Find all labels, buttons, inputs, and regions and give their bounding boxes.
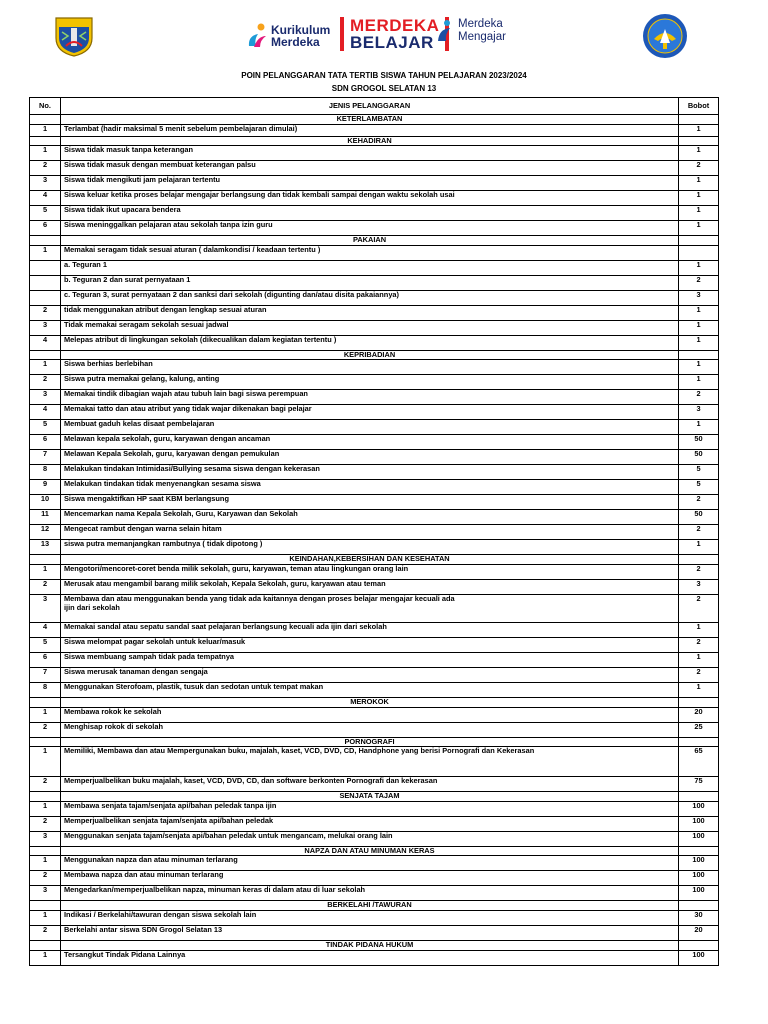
merdeka-text-2: Merdeka [458, 18, 503, 30]
violation-points: 20 [679, 925, 719, 940]
violation-points: 2 [679, 667, 719, 682]
section-title: MEROKOK [61, 697, 679, 707]
table-row [30, 206, 719, 221]
table-row [30, 480, 719, 495]
col-header-bobot: Bobot [679, 98, 719, 115]
section-title: KEPRIBADIAN [61, 350, 679, 360]
table-row [30, 420, 719, 435]
merdeka-text: Merdeka [271, 35, 320, 49]
jaya-raya-crest-icon [52, 14, 96, 58]
col-header-no: No. [30, 98, 61, 115]
table-row [30, 722, 719, 737]
violation-description: Berkelahi antar siswa SDN Grogol Selatan 13 [61, 925, 679, 940]
violation-description: Siswa membuang sampah tidak pada tempatnya [61, 652, 679, 667]
table-row [30, 360, 719, 375]
violation-points: 20 [679, 707, 719, 722]
section-title: PORNOGRAFI [61, 737, 679, 747]
row-number: 9 [30, 480, 61, 495]
violation-description: Siswa tidak masuk dengan membuat keterangan palsu [61, 161, 679, 176]
violation-points: 1 [679, 191, 719, 206]
violation-points: 1 [679, 146, 719, 161]
table-row [30, 465, 719, 480]
table-row [30, 540, 719, 555]
row-number: 2 [30, 375, 61, 390]
row-number: 1 [30, 801, 61, 816]
table-row [30, 910, 719, 925]
violation-description: Tersangkut Tindak Pidana Lainnya [61, 950, 679, 965]
row-number: 6 [30, 221, 61, 236]
violation-points: 75 [679, 777, 719, 792]
row-number: 2 [30, 925, 61, 940]
row-number: 10 [30, 495, 61, 510]
violation-description: tidak menggunakan atribut dengan lengkap sesuai aturan [61, 305, 679, 320]
violation-description: Membawa rokok ke sekolah [61, 707, 679, 722]
table-header-row [30, 98, 719, 115]
row-number: 13 [30, 540, 61, 555]
violation-points: 1 [679, 260, 719, 275]
kurikulum-merdeka-logo [246, 17, 330, 55]
row-number: 4 [30, 622, 61, 637]
row-number: 1 [30, 707, 61, 722]
table-row [30, 637, 719, 652]
row-number: 5 [30, 420, 61, 435]
row-number: 3 [30, 176, 61, 191]
violation-description: Memperjualbelikan senjata tajam/senjata api/bahan peledak [61, 816, 679, 831]
violation-points: 50 [679, 510, 719, 525]
table-row [30, 320, 719, 335]
violation-points: 1 [679, 320, 719, 335]
section-title: PAKAIAN [61, 236, 679, 246]
violation-description: Menggunakan napza dan atau minuman terlarang [61, 856, 679, 871]
violation-description: Menggunakan senjata tajam/senjata api/bahan peledak untuk mengancam, melukai orang lain [61, 831, 679, 846]
violation-description: Indikasi / Berkelahi/tawuran dengan siswa sekolah lain [61, 910, 679, 925]
table-row [30, 747, 719, 777]
table-row [30, 221, 719, 236]
violation-description: Siswa mengaktifkan HP saat KBM berlangsung [61, 495, 679, 510]
violation-points: 3 [679, 405, 719, 420]
table-row [30, 335, 719, 350]
violation-points: 3 [679, 290, 719, 305]
violation-description: Siswa putra memakai gelang, kalung, anting [61, 375, 679, 390]
table-row [30, 801, 719, 816]
table-row [30, 435, 719, 450]
row-number: 1 [30, 245, 61, 260]
violation-points: 2 [679, 525, 719, 540]
violation-description: Melawan kepala sekolah, guru, karyawan dengan ancaman [61, 435, 679, 450]
row-number: 5 [30, 206, 61, 221]
violation-description: c. Teguran 3, surat pernyataan 2 dan sanksi dari sekolah (digunting dan/atau disita pakaiannya) [61, 290, 679, 305]
table-row [30, 290, 719, 305]
violation-description: Menggunakan Sterofoam, plastik, tusuk dan sedotan untuk tempat makan [61, 682, 679, 697]
section-title: BERKELAHI /TAWURAN [61, 901, 679, 911]
table-row [30, 275, 719, 290]
violation-description: Siswa meninggalkan pelajaran atau sekolah tanpa izin guru [61, 221, 679, 236]
violation-description: Siswa merusak tanaman dengan sengaja [61, 667, 679, 682]
table-row [30, 245, 719, 260]
row-number: 3 [30, 886, 61, 901]
row-number: 4 [30, 405, 61, 420]
row-number: 1 [30, 910, 61, 925]
table-row [30, 525, 719, 540]
violation-description: Mencemarkan nama Kepala Sekolah, Guru, Karyawan dan Sekolah [61, 510, 679, 525]
kurikulum-merdeka-mark-icon [246, 22, 268, 50]
row-number: 2 [30, 816, 61, 831]
violation-points: 1 [679, 221, 719, 236]
violation-description: siswa putra memanjangkan rambutnya ( tidak dipotong ) [61, 540, 679, 555]
violation-description: Mengecat rambut dengan warna selain hitam [61, 525, 679, 540]
table-row [30, 579, 719, 594]
table-row [30, 176, 719, 191]
violation-points: 1 [679, 335, 719, 350]
violation-description: b. Teguran 2 dan surat pernyataan 1 [61, 275, 679, 290]
section-header-row [30, 792, 719, 802]
section-header-row [30, 901, 719, 911]
table-row [30, 390, 719, 405]
violation-points: 5 [679, 465, 719, 480]
page-title: POIN PELANGGARAN TATA TERTIB SISWA TAHUN PELAJARAN 2023/2024 [241, 71, 527, 80]
row-number: 6 [30, 652, 61, 667]
school-name: SDN GROGOL SELATAN 13 [331, 84, 437, 93]
section-header-row [30, 697, 719, 707]
violation-description: Memakai tindik dibagian wajah atau tubuh lain bagi siswa perempuan [61, 390, 679, 405]
kurikulum-text: Kurikulum [271, 23, 331, 37]
row-number: 3 [30, 320, 61, 335]
violation-points: 2 [679, 594, 719, 622]
violation-description: Siswa tidak ikut upacara bendera [61, 206, 679, 221]
merdeka-belajar-line1: MERDEKA [350, 16, 440, 35]
violation-points: 100 [679, 950, 719, 965]
violation-points: 1 [679, 360, 719, 375]
violation-description: Memperjualbelikan buku majalah, kaset, VCD, DVD, CD, dan software berkonten Pornografi dan kekerasan [61, 777, 679, 792]
table-row [30, 831, 719, 846]
violation-points: 25 [679, 722, 719, 737]
row-number: 5 [30, 637, 61, 652]
row-number: 7 [30, 450, 61, 465]
row-number: 3 [30, 594, 61, 622]
violation-points: 1 [679, 206, 719, 221]
row-number [30, 275, 61, 290]
violation-points: 100 [679, 856, 719, 871]
violation-description: Siswa keluar ketika proses belajar mengajar berlangsung dan tidak kembali sampai dengan waktu sekolah usai [61, 191, 679, 206]
row-number: 2 [30, 579, 61, 594]
section-title: TINDAK PIDANA HUKUM [61, 940, 679, 950]
violation-points: 1 [679, 124, 719, 136]
violation-description: Siswa melompat pagar sekolah untuk keluar/masuk [61, 637, 679, 652]
violation-points: 65 [679, 747, 719, 777]
row-number: 2 [30, 777, 61, 792]
violation-points: 2 [679, 495, 719, 510]
violation-description: Membawa dan atau menggunakan benda yang tidak ada kaitannya dengan proses belajar mengajar kecuali ada ijin dari sekolah [61, 594, 679, 622]
row-number: 1 [30, 124, 61, 136]
merdeka-mengajar-logo [436, 18, 506, 43]
tut-wuri-handayani-icon [642, 13, 688, 59]
row-number: 7 [30, 667, 61, 682]
violation-description: Memiliki, Membawa dan atau Mempergunakan buku, majalah, kaset, VCD, DVD, CD, Handphone yang berisi Pornografi dan Kekerasan [61, 747, 679, 777]
merdeka-belajar-line2: BELAJAR [350, 33, 434, 52]
row-number: 2 [30, 871, 61, 886]
table-row [30, 510, 719, 525]
merdeka-mengajar-mark-icon [436, 19, 454, 43]
section-header-row [30, 940, 719, 950]
row-number: 8 [30, 465, 61, 480]
violation-points: 2 [679, 390, 719, 405]
table-row [30, 950, 719, 965]
violation-description: Merusak atau mengambil barang milik sekolah, Kepala Sekolah, guru, karyawan atau teman [61, 579, 679, 594]
table-row [30, 667, 719, 682]
table-row [30, 594, 719, 622]
violation-description: Memakai sandal atau sepatu sandal saat pelajaran berlangsung kecuali ada ijin dari sekolah [61, 622, 679, 637]
table-row [30, 191, 719, 206]
table-row [30, 925, 719, 940]
section-title: KEINDAHAN,KEBERSIHAN DAN KESEHATAN [61, 555, 679, 565]
violation-points: 2 [679, 637, 719, 652]
row-number: 3 [30, 390, 61, 405]
row-number: 8 [30, 682, 61, 697]
table-row [30, 816, 719, 831]
row-number: 1 [30, 747, 61, 777]
row-number: 2 [30, 161, 61, 176]
violation-points: 5 [679, 480, 719, 495]
row-number: 4 [30, 191, 61, 206]
violation-points: 1 [679, 420, 719, 435]
violation-description: Memakai tatto dan atau atribut yang tidak wajar dikenakan bagi pelajar [61, 405, 679, 420]
table-row [30, 124, 719, 136]
violation-points: 100 [679, 886, 719, 901]
violation-points: 2 [679, 275, 719, 290]
violation-points: 1 [679, 176, 719, 191]
violation-table [29, 97, 719, 966]
row-number: 1 [30, 950, 61, 965]
violation-points: 50 [679, 450, 719, 465]
row-number: 12 [30, 525, 61, 540]
violation-description: Membawa senjata tajam/senjata api/bahan peledak tanpa ijin [61, 801, 679, 816]
mengajar-text: Mengajar [458, 30, 506, 43]
violation-points [679, 245, 719, 260]
table-row [30, 260, 719, 275]
violation-points: 1 [679, 375, 719, 390]
violation-description: Menghisap rokok di sekolah [61, 722, 679, 737]
violation-description: Melawan Kepala Sekolah, guru, karyawan dengan pemukulan [61, 450, 679, 465]
table-row [30, 856, 719, 871]
section-header-row [30, 115, 719, 125]
table-row [30, 682, 719, 697]
table-row [30, 375, 719, 390]
table-row [30, 450, 719, 465]
merdeka-belajar-logo [340, 16, 449, 52]
table-row [30, 495, 719, 510]
violation-points: 1 [679, 622, 719, 637]
row-number [30, 260, 61, 275]
violation-description: Membawa napza dan atau minuman terlarang [61, 871, 679, 886]
table-row [30, 622, 719, 637]
row-number: 1 [30, 360, 61, 375]
section-title: SENJATA TAJAM [61, 792, 679, 802]
section-header-row [30, 236, 719, 246]
row-number: 1 [30, 146, 61, 161]
row-number: 6 [30, 435, 61, 450]
violation-description: Tidak memakai seragam sekolah sesuai jadwal [61, 320, 679, 335]
section-title: KEHADIRAN [61, 136, 679, 146]
document-header [0, 0, 768, 70]
violation-points: 3 [679, 579, 719, 594]
violation-description: Mengotori/mencoret-coret benda milik sekolah, guru, karyawan, teman atau lingkungan orang lain [61, 564, 679, 579]
violation-points: 100 [679, 871, 719, 886]
violation-points: 30 [679, 910, 719, 925]
table-row [30, 871, 719, 886]
violation-description: Siswa tidak mengikuti jam pelajaran tertentu [61, 176, 679, 191]
table-row [30, 161, 719, 176]
violation-description: Memakai seragam tidak sesuai aturan ( dalamkondisi / keadaan tertentu ) [61, 245, 679, 260]
violation-description: Siswa tidak masuk tanpa keterangan [61, 146, 679, 161]
violation-points: 1 [679, 305, 719, 320]
row-number: 2 [30, 722, 61, 737]
violation-points: 1 [679, 652, 719, 667]
violation-description: Melakukan tindakan tidak menyenangkan sesama siswa [61, 480, 679, 495]
violation-description: Melakukan tindakan Intimidasi/Bullying sesama siswa dengan kekerasan [61, 465, 679, 480]
section-title: NAPZA DAN ATAU MINUMAN KERAS [61, 846, 679, 856]
violation-points: 2 [679, 564, 719, 579]
violation-points: 100 [679, 801, 719, 816]
row-number: 3 [30, 831, 61, 846]
violation-points: 2 [679, 161, 719, 176]
row-number: 4 [30, 335, 61, 350]
table-row [30, 564, 719, 579]
table-row [30, 777, 719, 792]
row-number: 11 [30, 510, 61, 525]
violation-description: Siswa berhias berlebihan [61, 360, 679, 375]
table-row [30, 305, 719, 320]
table-row [30, 707, 719, 722]
section-title: KETERLAMBATAN [61, 115, 679, 125]
table-row [30, 146, 719, 161]
violation-description: Mengedarkan/memperjualbelikan napza, minuman keras di dalam atau di luar sekolah [61, 886, 679, 901]
table-row [30, 405, 719, 420]
violation-points: 100 [679, 816, 719, 831]
violation-points: 100 [679, 831, 719, 846]
violation-description: a. Teguran 1 [61, 260, 679, 275]
row-number: 1 [30, 856, 61, 871]
violation-description: Membuat gaduh kelas disaat pembelajaran [61, 420, 679, 435]
row-number: 2 [30, 305, 61, 320]
row-number: 1 [30, 564, 61, 579]
violation-points: 50 [679, 435, 719, 450]
violation-description: Melepas atribut di lingkungan sekolah (dikecualikan dalam kegiatan tertentu ) [61, 335, 679, 350]
table-row [30, 886, 719, 901]
row-number [30, 290, 61, 305]
col-header-jenis: JENIS PELANGGARAN [61, 98, 679, 115]
violation-points: 1 [679, 540, 719, 555]
violation-description: Terlambat (hadir maksimal 5 menit sebelum pembelajaran dimulai) [61, 124, 679, 136]
violation-points: 1 [679, 682, 719, 697]
table-row [30, 652, 719, 667]
